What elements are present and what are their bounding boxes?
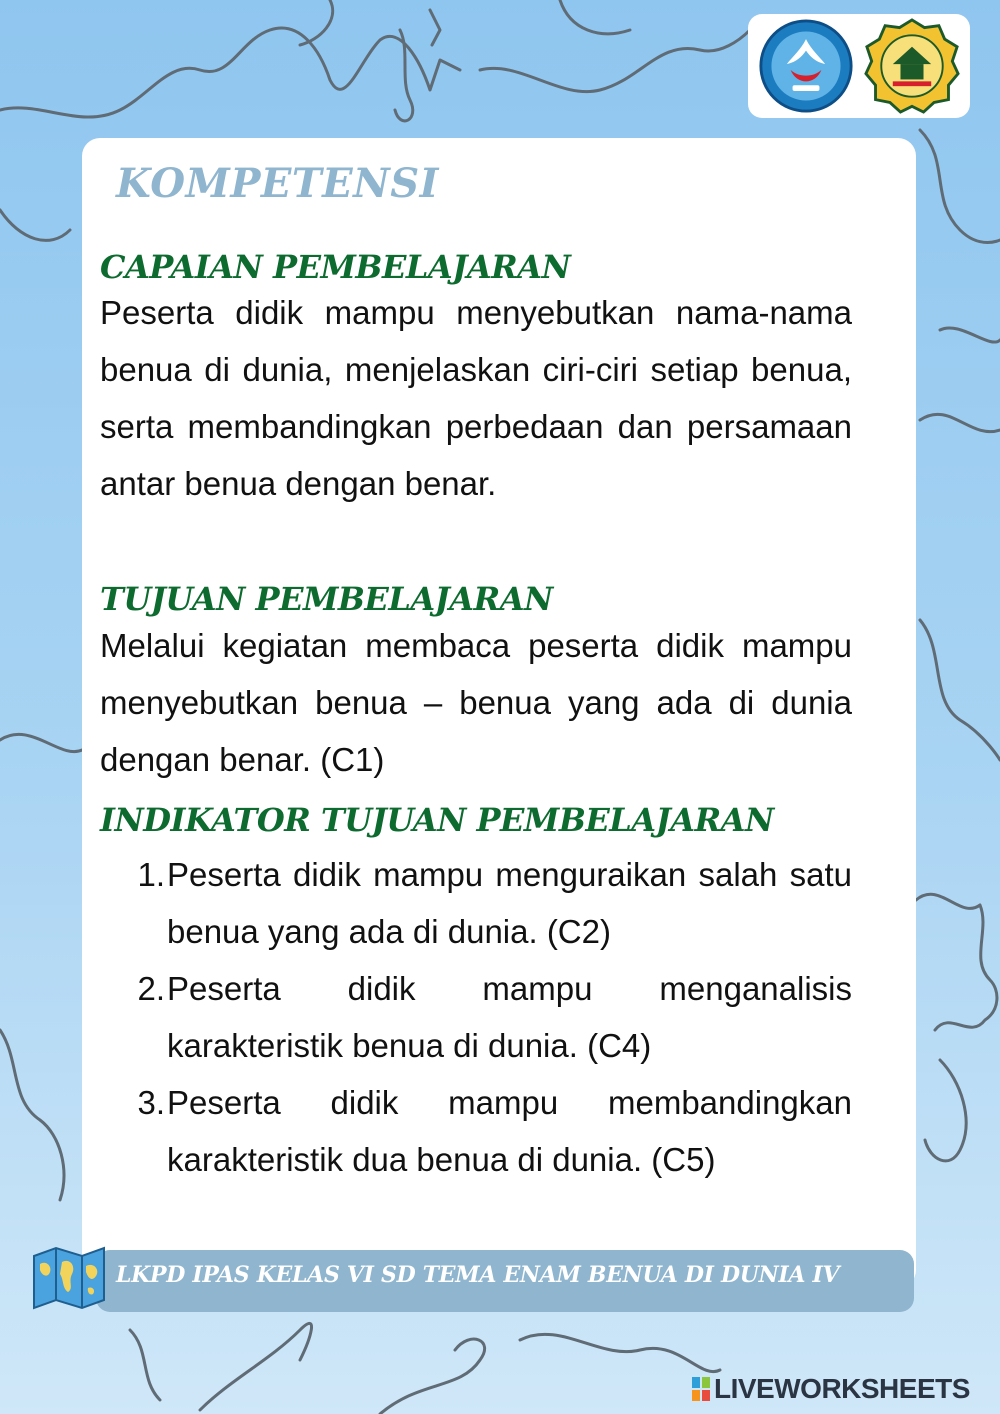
university-seal-logo-icon: [864, 18, 960, 114]
list-item-text: Peserta didik mampu menganalisis karakteristik benua di dunia. (C4): [167, 970, 852, 1064]
liveworksheets-text: LIVEWORKSHEETS: [714, 1373, 970, 1404]
liveworksheets-brand[interactable]: [692, 1374, 970, 1404]
logos-box: [748, 14, 970, 118]
capaian-text: Peserta didik mampu menyebutkan nama-nama benua di dunia, menjelaskan ciri-ciri setiap benua, serta membandingkan perbedaan dan persamaan antar benua dengan benar.: [100, 294, 852, 502]
list-item: [100, 1074, 852, 1188]
list-item-number: 1.: [137, 856, 165, 893]
tujuan-title: TUJUAN PEMBELAJARAN: [100, 580, 553, 618]
world-map-icon: [30, 1244, 108, 1312]
list-item: [100, 960, 852, 1074]
tujuan-text: Melalui kegiatan membaca peserta didik mampu menyebutkan benua – benua yang ada di dunia dengan benar. (C1): [100, 627, 852, 778]
page-title: KOMPETENSI: [116, 160, 439, 207]
liveworksheets-logo-icon: [692, 1377, 710, 1401]
indikator-list: [100, 846, 852, 1188]
indikator-title: INDIKATOR TUJUAN PEMBELAJARAN: [100, 801, 774, 839]
footer-title: LKPD IPAS KELAS VI SD TEMA ENAM BENUA DI DUNIA IV: [116, 1262, 840, 1288]
list-item-number: 3.: [137, 1084, 165, 1121]
tut-wuri-handayani-logo-icon: [758, 18, 854, 114]
list-item-text: Peserta didik mampu menguraikan salah satu benua yang ada di dunia. (C2): [167, 856, 852, 950]
capaian-title: CAPAIAN PEMBELAJARAN: [100, 248, 571, 286]
list-item: [100, 846, 852, 960]
list-item-text: Peserta didik mampu membandingkan karakteristik dua benua di dunia. (C5): [167, 1084, 852, 1178]
list-item-number: 2.: [137, 970, 165, 1007]
